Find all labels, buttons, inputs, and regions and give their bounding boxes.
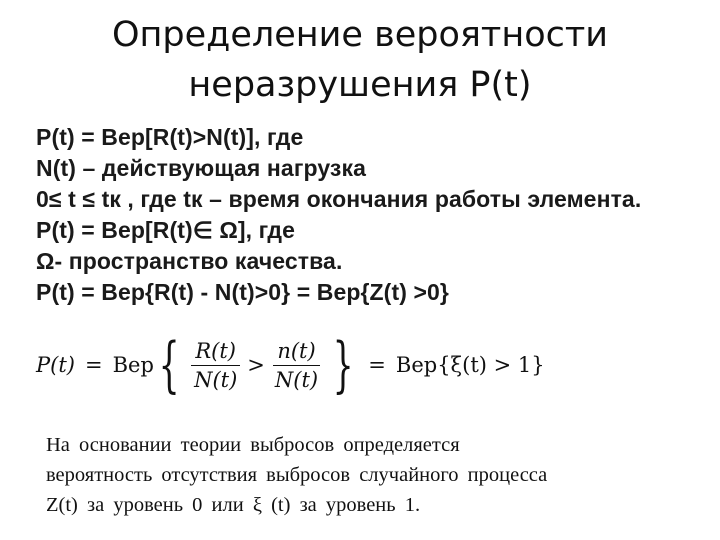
formula-line: Ω- пространство качества. [36, 248, 343, 274]
fraction-denominator: N(t) [274, 367, 319, 392]
probability-equation [36, 330, 636, 400]
equation-lhs: P(t) [36, 353, 75, 377]
formula-line: N(t) – действующая нагрузка [36, 155, 366, 181]
equation-rhs: Вер{ξ(t) > 1} [395, 353, 545, 377]
equation-ver: Вер [112, 353, 154, 377]
equation-greater: > [247, 353, 265, 377]
formula-line: P(t) = Вер[R(t)>N(t)], где [36, 124, 304, 150]
paragraph-line: Z(t) за уровень 0 или ξ (t) за уровень 1. [46, 494, 421, 516]
title-line-1: Определение вероятности [111, 15, 608, 55]
title-line-2: неразрушения P(t) [188, 65, 532, 105]
formula-line: 0≤ t ≤ tк , где tк – время окончания работы элемента. [36, 186, 642, 212]
fraction-r-over-n [190, 339, 241, 392]
paragraph-line: На основании теории выбросов определяется [46, 434, 460, 456]
slide-title [0, 10, 720, 110]
right-brace: } [332, 330, 354, 400]
formula-line: P(t) = Вер[R(t)∈ Ω], где [36, 217, 296, 243]
equation-equals: = [368, 353, 386, 377]
fraction-numerator: R(t) [191, 339, 240, 366]
fraction-numerator: n(t) [273, 339, 319, 366]
formula-list [36, 122, 686, 308]
formula-line: P(t) = Вер{R(t) - N(t)>0} = Вер{Z(t) >0} [36, 279, 449, 305]
left-brace: { [158, 330, 180, 400]
equation-equals: = [84, 353, 103, 377]
paragraph-line: вероятность отсутствия выбросов случайного процесса [46, 464, 548, 486]
fraction-denominator: N(t) [194, 367, 238, 392]
fraction-n-over-n [271, 339, 322, 392]
explanation-paragraph [46, 430, 686, 520]
